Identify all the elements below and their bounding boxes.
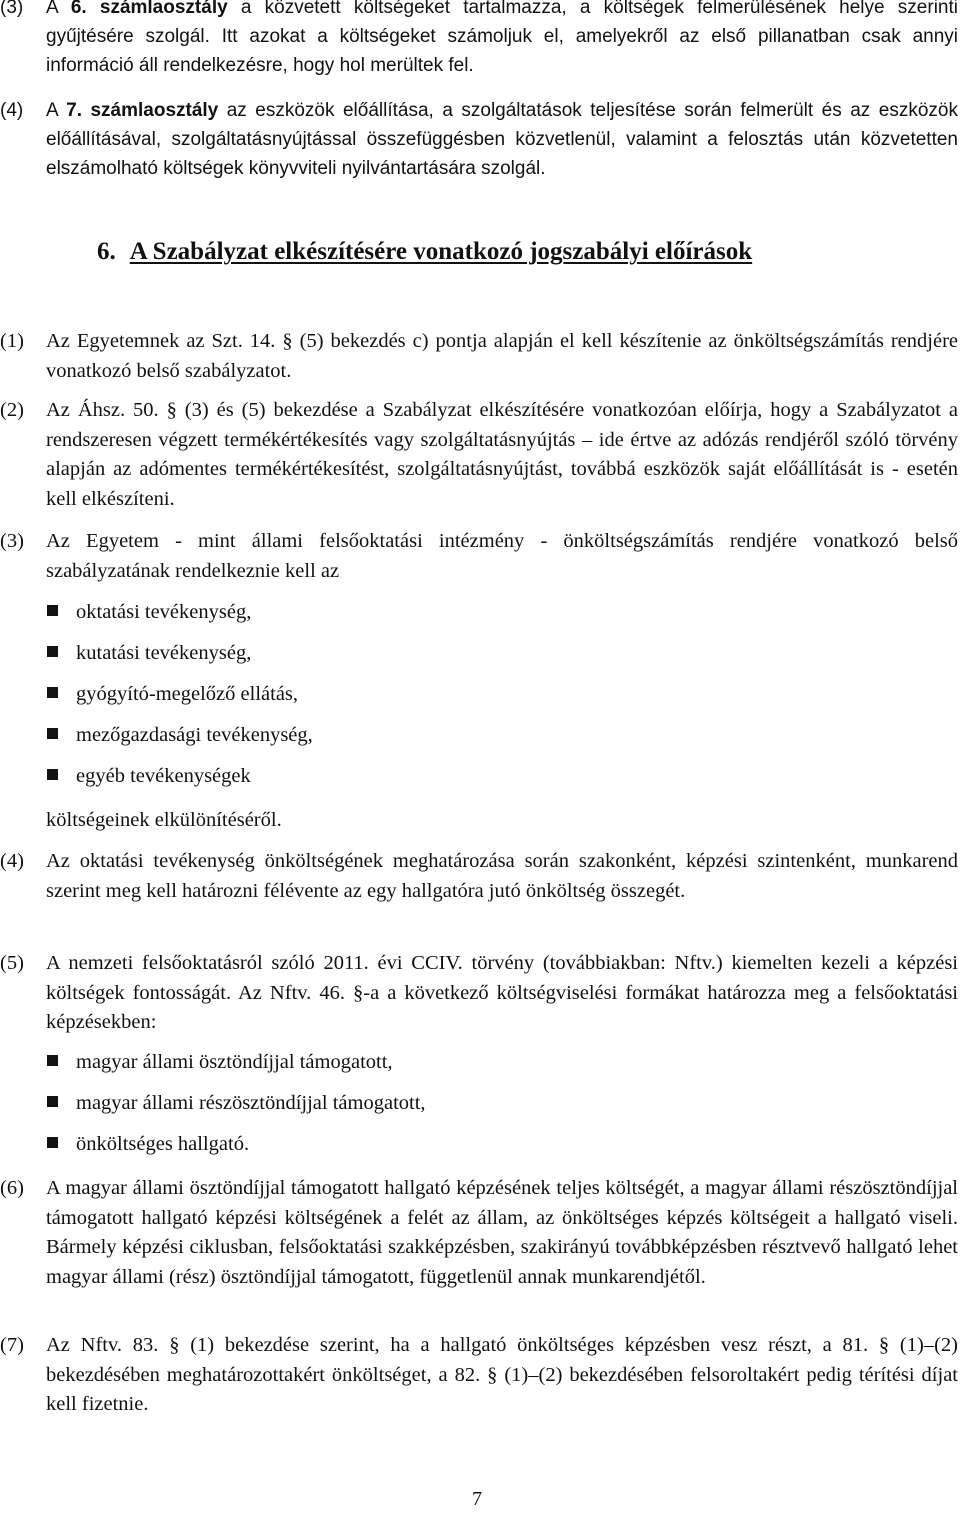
list-item	[46, 721, 313, 762]
list-item	[46, 762, 313, 803]
list-item	[46, 1130, 426, 1171]
list-item-text: gyógyító-megelőző ellátás,	[76, 683, 299, 705]
list-item-text: magyar állami részösztöndíjjal támogatott,	[76, 1092, 426, 1114]
paragraph-text: a közvetett költségeket tartalmazza, a költségek felmerülésének helye szerinti gyűjtésére szolgál. Itt azokat a költségeket számoljuk el, amelyekről az első pillanatban csak annyi információ áll rendelkezésre, hogy hol merültek fel.	[46, 0, 958, 76]
bold-term: 7. számlaosztály	[66, 100, 219, 121]
paragraph-number: (3)	[0, 530, 24, 552]
list-item-text: magyar állami ösztöndíjjal támogatott,	[76, 1051, 393, 1073]
paragraph-body: Az Nftv. 83. § (1) bekezdése szerint, ha a hallgató önköltséges képzésben vesz részt, a 81. § (1)–(2) bekezdésében meghatározottakért önköltséget, a 82. § (1)–(2) bekezdésében felsoroltakért pedig térítési díjat kell fizetnie.	[46, 1334, 958, 1415]
paragraph-number: (6)	[0, 1177, 24, 1199]
paragraph-number: (4)	[0, 100, 24, 121]
square-bullet-icon	[47, 605, 58, 616]
financing-form-list	[46, 1048, 426, 1171]
paragraph-3-closing: költségeinek elkülönítéséről.	[46, 809, 282, 831]
paragraph-4-accounting-class-7	[0, 96, 958, 183]
list-item	[46, 680, 313, 721]
section-number: 6.	[97, 238, 116, 265]
bold-term: 6. számlaosztály	[70, 0, 228, 18]
paragraph-body: Az Egyetemnek az Szt. 14. § (5) bekezdés c) pontja alapján el kell készítenie az önköltségszámítás rendjére vonatkozó belső szabályzatot.	[46, 330, 958, 382]
paragraph-body	[46, 0, 958, 80]
square-bullet-icon	[47, 646, 58, 657]
list-item	[46, 598, 313, 639]
list-item-text: kutatási tevékenység,	[76, 642, 252, 664]
paragraph-text: A	[46, 0, 71, 18]
page-number: 7	[472, 1488, 482, 1510]
list-item-text: mezőgazdasági tevékenység,	[76, 724, 313, 746]
paragraph-body	[46, 96, 958, 183]
list-item	[46, 1048, 426, 1089]
paragraph-3-accounting-class-6	[0, 0, 958, 80]
list-item-text: önköltséges hallgató.	[76, 1133, 250, 1155]
section-title: A Szabályzat elkészítésére vonatkozó jogszabályi előírások	[129, 238, 753, 265]
list-item-text: egyéb tevékenységek	[76, 765, 251, 787]
list-item	[46, 639, 313, 680]
paragraph-number: (3)	[0, 0, 24, 18]
paragraph-text: az eszközök előállítása, a szolgáltatások teljesítése során felmerült és az eszközök előállításával, szolgáltatásnyújtással összefüggésben közvetlenül, valamint a felosztás után közvetetten elszámolható költségek könyvviteli nyilvántartására szolgál.	[46, 100, 958, 179]
square-bullet-icon	[47, 1137, 58, 1148]
paragraph-6	[0, 1174, 958, 1292]
paragraph-number: (2)	[0, 399, 24, 421]
paragraph-number: (1)	[0, 330, 24, 352]
paragraph-body: A magyar állami ösztöndíjjal támogatott hallgató képzésének teljes költségét, a magyar állami részösztöndíjjal támogatott hallgató képzési költségének a felét az állam, az önköltséges képzés költségeit a hallgató viseli. Bármely képzési ciklusban, felsőoktatási szakképzésben, szakirányú továbbképzésben résztvevő hallgató lehet magyar állami (rész) ösztöndíjjal támogatott, függetlenül annak munkarendjétől.	[46, 1177, 958, 1288]
paragraph-number: (5)	[0, 952, 24, 974]
square-bullet-icon	[47, 1055, 58, 1066]
section-heading	[97, 238, 752, 266]
paragraph-3-activities	[0, 527, 958, 586]
paragraph-5	[0, 949, 958, 1038]
paragraph-7	[0, 1331, 958, 1420]
paragraph-4	[0, 847, 958, 906]
paragraph-number: (7)	[0, 1334, 24, 1356]
paragraph-body: A nemzeti felsőoktatásról szóló 2011. évi CCIV. törvény (továbbiakban: Nftv.) kiemelten kezeli a képzési költségek fontosságát. Az Nftv. 46. §-a a következő költségviselési formákat határozza meg a felsőoktatási képzésekben:	[46, 952, 958, 1033]
activity-list	[46, 598, 313, 803]
paragraph-text: A	[46, 100, 67, 121]
square-bullet-icon	[47, 769, 58, 780]
list-item	[46, 1089, 426, 1130]
list-item-text: oktatási tevékenység,	[76, 601, 252, 623]
paragraph-body: Az Áhsz. 50. § (3) és (5) bekezdése a Szabályzat elkészítésére vonatkozóan előírja, hogy a Szabályzatot a rendszeresen végzett termékértékesítés vagy szolgáltatásnyújtás – ide értve az adózás rendjéről szóló törvény alapján az adómentes termékértékesítést, szolgáltatásnyújtást, továbbá eszközök saját előállítását is - esetén kell elkészíteni.	[46, 399, 958, 510]
paragraph-1	[0, 327, 958, 386]
paragraph-2	[0, 396, 958, 514]
paragraph-number: (4)	[0, 850, 24, 872]
square-bullet-icon	[47, 687, 58, 698]
paragraph-body: Az oktatási tevékenység önköltségének meghatározása során szakonként, képzési szintenként, munkarend szerint meg kell határozni félévente az egy hallgatóra jutó önköltség összegét.	[46, 850, 958, 902]
paragraph-body: Az Egyetem - mint állami felsőoktatási intézmény - önköltségszámítás rendjére vonatkozó belső szabályzatának rendelkeznie kell az	[46, 530, 958, 582]
square-bullet-icon	[47, 1096, 58, 1107]
square-bullet-icon	[47, 728, 58, 739]
